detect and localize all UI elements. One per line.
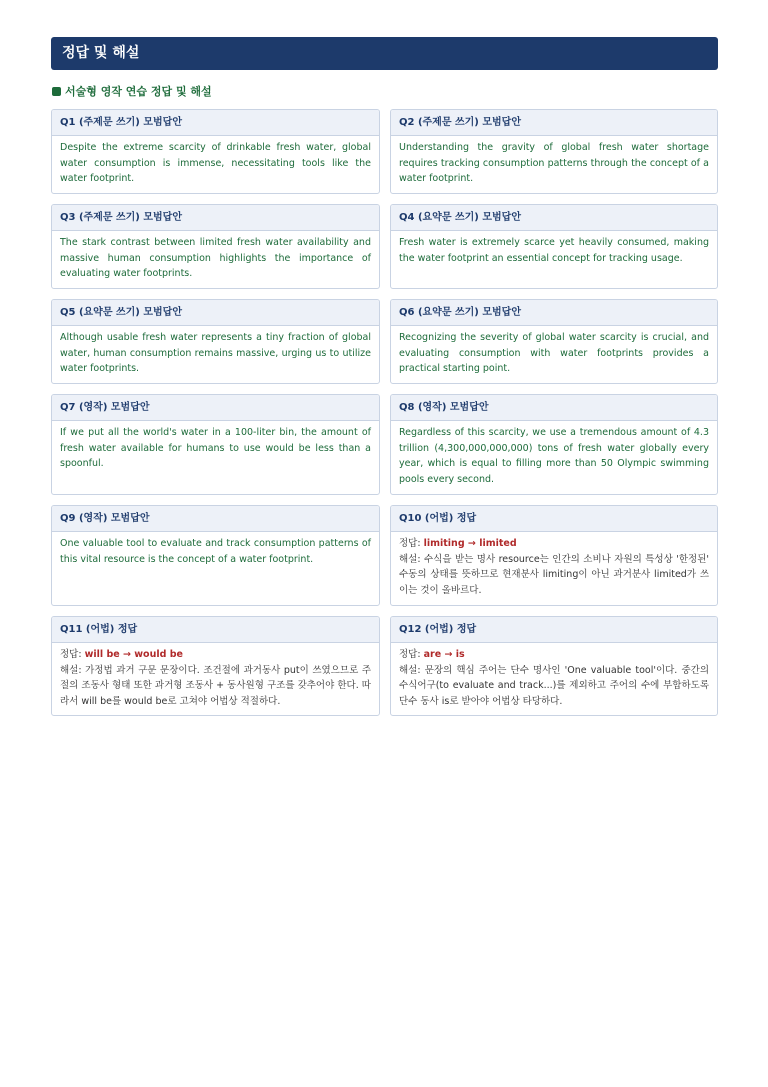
square-bullet-icon: [52, 87, 61, 96]
answer-label: 정답:: [399, 649, 421, 660]
model-answer: If we put all the world's water in a 100-liter bin, the amount of fresh water available for humans to use would be less than a spoonful.: [60, 427, 371, 469]
answer-card-q4: [390, 204, 718, 289]
answer-card-q9: [51, 505, 380, 606]
correct-answer-line: [60, 647, 371, 663]
card-title: Q6 (요약문 쓰기) 모범답안: [391, 300, 717, 326]
section-title-text: 서술형 영작 연습 정답 및 해설: [65, 85, 212, 98]
card-title: Q3 (주제문 쓰기) 모범답안: [52, 205, 379, 231]
model-answer: Despite the extreme scarcity of drinkable fresh water, global water consumption is immense, necessitating tools like the water footprint.: [60, 142, 371, 184]
section-heading: [52, 83, 212, 99]
card-title: Q2 (주제문 쓰기) 모범답안: [391, 110, 717, 136]
explanation: 해설: 문장의 핵심 주어는 단수 명사인 'One valuable tool'이다. 중간의 수식어구(to evaluate and track...)를 제외하고 주어의 수에 부합하도록 단수 동사 is로 받아야 어법상 타당하다.: [399, 664, 709, 707]
model-answer: Regardless of this scarcity, we use a tremendous amount of 4.3 trillion (4,300,000,000,000) tons of fresh water globally every year, which is equal to filling more than 50 Olympic swimming pools every second.: [399, 427, 709, 485]
model-answer: The stark contrast between limited fresh water availability and massive human consumption highlights the importance of evaluating water footprints.: [60, 237, 371, 279]
model-answer: Understanding the gravity of global fresh water shortage requires tracking consumption patterns through the concept of a water footprint.: [399, 142, 709, 184]
answer-card-q2: [390, 109, 718, 194]
model-answer: One valuable tool to evaluate and track consumption patterns of this vital resource is the concept of a water footprint.: [60, 538, 371, 565]
page-title: 정답 및 해설: [51, 37, 718, 70]
card-title: Q4 (요약문 쓰기) 모범답안: [391, 205, 717, 231]
answer-card-q11: [51, 616, 380, 716]
model-answer: Although usable fresh water represents a tiny fraction of global water, human consumption remains massive, urging us to utilize water footprints.: [60, 332, 371, 374]
answer-value: limiting → limited: [423, 538, 517, 549]
model-answer: Recognizing the severity of global water scarcity is crucial, and evaluating consumption with water footprints provides a practical starting point.: [399, 332, 709, 374]
card-title: Q10 (어법) 정답: [391, 506, 717, 532]
answer-label: 정답:: [399, 538, 421, 549]
grammar-answer: [391, 643, 717, 715]
answer-card-q5: [51, 299, 380, 384]
grammar-answer: [52, 643, 379, 715]
card-title: Q9 (영작) 모범답안: [52, 506, 379, 532]
answer-value: will be → would be: [84, 649, 183, 660]
answer-value: are → is: [423, 649, 465, 660]
correct-answer-line: [399, 647, 709, 663]
correct-answer-line: [399, 536, 709, 552]
answer-card-q12: [390, 616, 718, 716]
card-title: Q5 (요약문 쓰기) 모범답안: [52, 300, 379, 326]
model-answer: Fresh water is extremely scarce yet heavily consumed, making the water footprint an essential concept for tracking usage.: [399, 237, 709, 264]
answer-label: 정답:: [60, 649, 82, 660]
explanation: 해설: 가정법 과거 구문 문장이다. 조건절에 과거동사 put이 쓰였으므로 주절의 조동사 형태 또한 과거형 조동사 + 동사원형 구조를 갖추어야 한다. 따라서 will be를 would be로 고쳐야 어법상 적절하다.: [60, 664, 371, 707]
answer-card-q3: [51, 204, 380, 289]
answer-card-q1: [51, 109, 380, 194]
answer-card-q8: [390, 394, 718, 495]
explanation: 해설: 수식을 받는 명사 resource는 인간의 소비나 자원의 특성상 '한정된' 수동의 상태를 뜻하므로 현재분사 limiting이 아닌 과거분사 limited가 쓰이는 것이 올바르다.: [399, 553, 709, 596]
card-title: Q11 (어법) 정답: [52, 617, 379, 643]
answer-card-q6: [390, 299, 718, 384]
grammar-answer: [391, 532, 717, 604]
answer-card-q10: [390, 505, 718, 606]
card-title: Q7 (영작) 모범답안: [52, 395, 379, 421]
answer-card-q7: [51, 394, 380, 495]
card-title: Q12 (어법) 정답: [391, 617, 717, 643]
answer-grid: [51, 109, 718, 716]
card-title: Q8 (영작) 모범답안: [391, 395, 717, 421]
card-title: Q1 (주제문 쓰기) 모범답안: [52, 110, 379, 136]
